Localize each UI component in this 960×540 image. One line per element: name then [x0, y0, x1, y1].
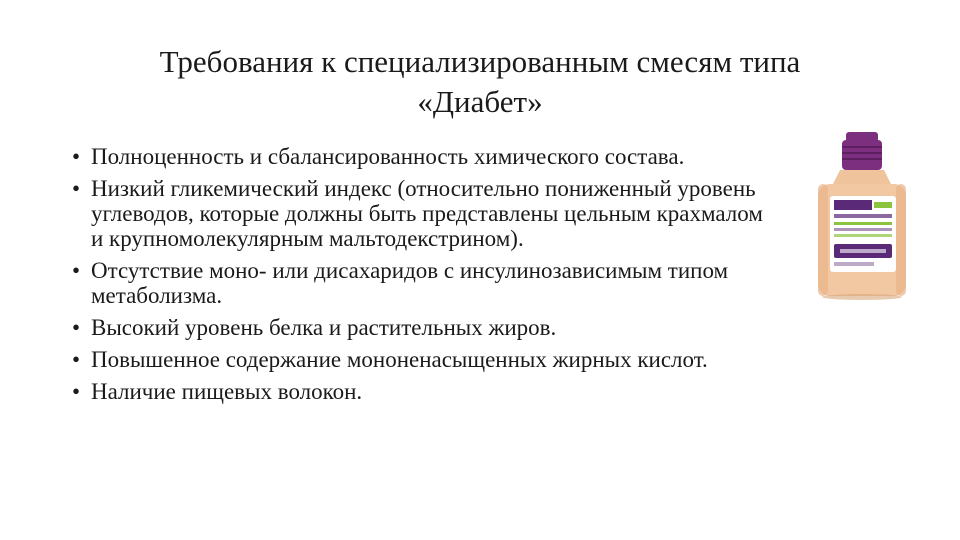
list-item — [72, 258, 772, 308]
nutrition-bottle-photo — [812, 130, 912, 302]
bullet-marker: • — [72, 315, 81, 340]
list-item-text: Низкий гликемический индекс (относительно пониженный уровень углеводов, которые должны быть представлены цельным крахмалом и крупномолекулярным мальтодекстрином). — [91, 176, 763, 251]
bullet-marker: • — [72, 258, 81, 283]
list-item — [72, 315, 772, 340]
list-item — [72, 144, 772, 169]
bullet-marker: • — [72, 379, 81, 404]
slide-title — [60, 42, 900, 122]
list-item-text: Наличие пищевых волокон. — [91, 379, 363, 404]
bullet-marker: • — [72, 347, 81, 372]
bullet-marker: • — [72, 176, 81, 201]
requirements-list — [72, 144, 772, 411]
list-item-text: Высокий уровень белка и растительных жиров. — [91, 315, 557, 340]
list-item — [72, 176, 772, 251]
list-item — [72, 347, 772, 372]
title-line-1: Требования к специализированным смесям типа — [159, 44, 801, 79]
bullet-marker: • — [72, 144, 81, 169]
bottle-cap-base — [842, 140, 882, 170]
bottle-neck — [832, 170, 892, 186]
list-item-text: Отсутствие моно- или дисахаридов с инсулинозависимым типом метаболизма. — [91, 258, 729, 308]
title-line-2: «Диабет» — [417, 84, 543, 119]
list-item-text: Полноценность и сбалансированность химического состава. — [91, 144, 685, 169]
list-item — [72, 379, 772, 404]
list-item-text: Повышенное содержание мононенасыщенных жирных кислот. — [91, 347, 708, 372]
